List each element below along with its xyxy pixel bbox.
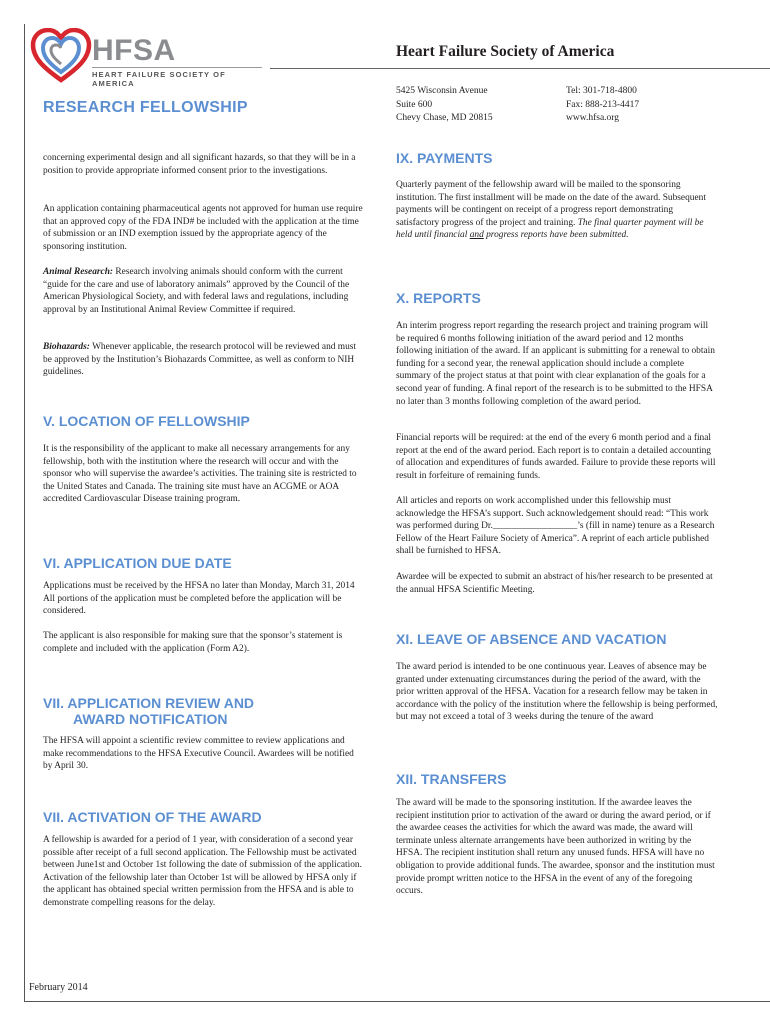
paragraph: Applications must be received by the HFSA no later than Monday, March 31, 2014 All portions of the application must be completed before the application will be considered. [43,581,355,617]
address-line: Chevy Chase, MD 20815 [396,113,493,123]
reports-paragraph-4 [396,571,718,596]
fax: Fax: 888-213-4417 [566,99,640,110]
location-paragraph [43,443,365,506]
paragraph: All articles and reports on work accomplished under this fellowship must acknowledge the HFSA’s support. Such acknowledgement should read: “This work was performed during Dr.__________________’s (fill in name) tenure as a Research Fellow of the Heart Failure Society of America”. A reprint of each article published shall be furnished to HFSA. [396,496,715,557]
heart-logo-icon [30,28,92,84]
section-heading-review [43,695,254,727]
section-heading-leave: XI. LEAVE OF ABSENCE AND VACATION [396,631,667,647]
paragraph: concerning experimental design and all significant hazards, so that they will be in a position to provide appropriate informed consent prior to the investigations. [43,153,356,176]
intro-paragraph-1 [43,152,365,177]
contact-block [566,85,639,126]
payments-paragraph [396,179,718,242]
payments-text: Quarterly payment of the fellowship award will be mailed to the sponsoring institution. The first installment will be made on the date of the award. Subsequent payments will be contingent on receipt of a progress report demonstrating satisfactory progress of the project and training. [396,180,706,228]
document-title: RESEARCH FELLOWSHIP [43,99,248,116]
address-block [396,85,493,126]
biohazards-label: Biohazards: [43,342,90,352]
logo-tagline: HEART FAILURE SOCIETY OF AMERICA [92,70,226,88]
due-date-paragraph-1 [43,580,365,618]
leave-paragraph [396,661,718,724]
website-link[interactable]: www.hfsa.org [566,113,620,123]
section-heading-due-date: VI. APPLICATION DUE DATE [43,555,232,571]
paragraph: Awardee will be expected to submit an abstract of his/her research to be presented at the annual HFSA Scientific Meeting. [396,572,713,595]
activation-paragraph [43,834,365,910]
payments-note: The final quarter payment will be held until financial [396,217,704,241]
heading-line: VII. APPLICATION REVIEW AND [43,695,255,711]
section-heading-transfers: XII. TRANSFERS [396,771,507,787]
paragraph: An interim progress report regarding the research project and training program will be required 6 months following initiation of the award period and 12 months following initiation of the award. If an applicant is submitting for a renewal to obtain funding for a second year, the renewal application should include a complete summary of the project status at that point with clear explanation of the goals for a second year of funding. A final report of the research is to be submitted to the HFSA no later than 3 months following completion of the award period. [396,321,715,407]
section-heading-payments: IX. PAYMENTS [396,150,493,166]
paragraph: The award period is intended to be one continuous year. Leaves of absence may be granted under extenuating circumstances during the period of the award, with the prior written approval of the HFSA. Vacation for a research fellow may be taken in accordance with the policy of the institution where the fellowship is being performed, but may not exceed a total of 3 weeks during the tenure of the award [396,662,718,723]
logo-wordmark: HFSA [92,34,176,67]
address-line: Suite 600 [396,99,433,110]
phone: Tel: 301-718-4800 [566,86,637,96]
organization-name: Heart Failure Society of America [396,43,615,60]
biohazards-paragraph [43,341,365,379]
section-heading-location: V. LOCATION OF FELLOWSHIP [43,413,250,429]
header-divider [270,68,770,69]
reports-paragraph-1 [396,320,718,408]
section-heading-activation: VII. ACTIVATION OF THE AWARD [43,809,262,825]
intro-paragraph-2 [43,203,365,253]
paragraph: Financial reports will be required: at the end of the every 6 month period and a final report at the end of the award period. Each report is to contain a detailed accounting of allocation and expenditures of funds awarded. Failure to provide these reports will result in forfeiture of remaining funds. [396,433,716,481]
section-heading-reports: X. REPORTS [396,290,481,306]
paragraph: A fellowship is awarded for a period of 1 year, with consideration of a second year possible after receipt of a full second application. The Fellowship must be activated between June1st and October 1st following the date of submission of the application. Activation of the fellowship later than October 1st will be allowed by HFSA only if the applicant has obtained special written permission from the HFSA and is able to demonstrate compelling reasons for the delay. [43,835,362,908]
paragraph: The HFSA will appoint a scientific review committee to review applications and make recommendations to the HFSA Executive Council. Awardees will be notified by April 30. [43,736,354,772]
hfsa-logo [30,28,260,88]
address-line: 5425 Wisconsin Avenue [396,86,488,96]
review-paragraph [43,735,365,773]
paragraph: It is the responsibility of the applicant to make all necessary arrangements for any fellowship, both with the institution where the research will occur and with the sponsor who will supervise the awardee’s activities. The training site is restricted to the United States and Canada. The training site must have an ACGME or AOA accredited Cardiovascular Disease training program. [43,444,357,505]
payments-note-and: and [469,230,484,241]
logo-rule [92,67,262,68]
paragraph: The applicant is also responsible for making sure that the sponsor’s statement is complete and included with the application (Form A2). [43,631,343,654]
transfers-paragraph [396,797,718,898]
reports-paragraph-3 [396,495,718,558]
animal-research-text: Research involving animals should conform with the current “guide for the care and use of laboratory animals” approved by the Council of the American Physiological Society, and with federal laws and regulations, including approval by an Institutional Animal Review Committee if required. [43,267,350,315]
heading-line: AWARD NOTIFICATION [73,711,228,727]
due-date-paragraph-2 [43,630,365,655]
paragraph: The award will be made to the sponsoring institution. If the awardee leaves the recipient institution prior to activation of the award or during the award period, or if the awardee ceases the activities for which the award was made, the award will terminate unless alternate arrangements have been authorized in writing by the HFSA. The recipient institution shall return any unused funds. HFSA will have no obligation to provide additional funds. The awardee, sponsor and the institution must provide prompt written notice to the HFSA in the event of any of the foregoing occurs. [396,798,715,897]
biohazards-text: Whenever applicable, the research protocol will be reviewed and must be approved by the Institution’s Biohazards Committee, as well as conform to NIH guidelines. [43,342,357,378]
animal-research-paragraph [43,266,365,316]
footer-date: February 2014 [29,982,88,993]
paragraph: An application containing pharmaceutical agents not approved for human use require that an approved copy of the FDA IND# be included with the application at the time of submission or an IND exemption issued by the appropriate agency of the sponsoring institution. [43,204,363,252]
reports-paragraph-2 [396,432,718,482]
payments-note-end: progress reports have been submitted. [483,230,629,241]
animal-research-label: Animal Research: [43,267,114,277]
